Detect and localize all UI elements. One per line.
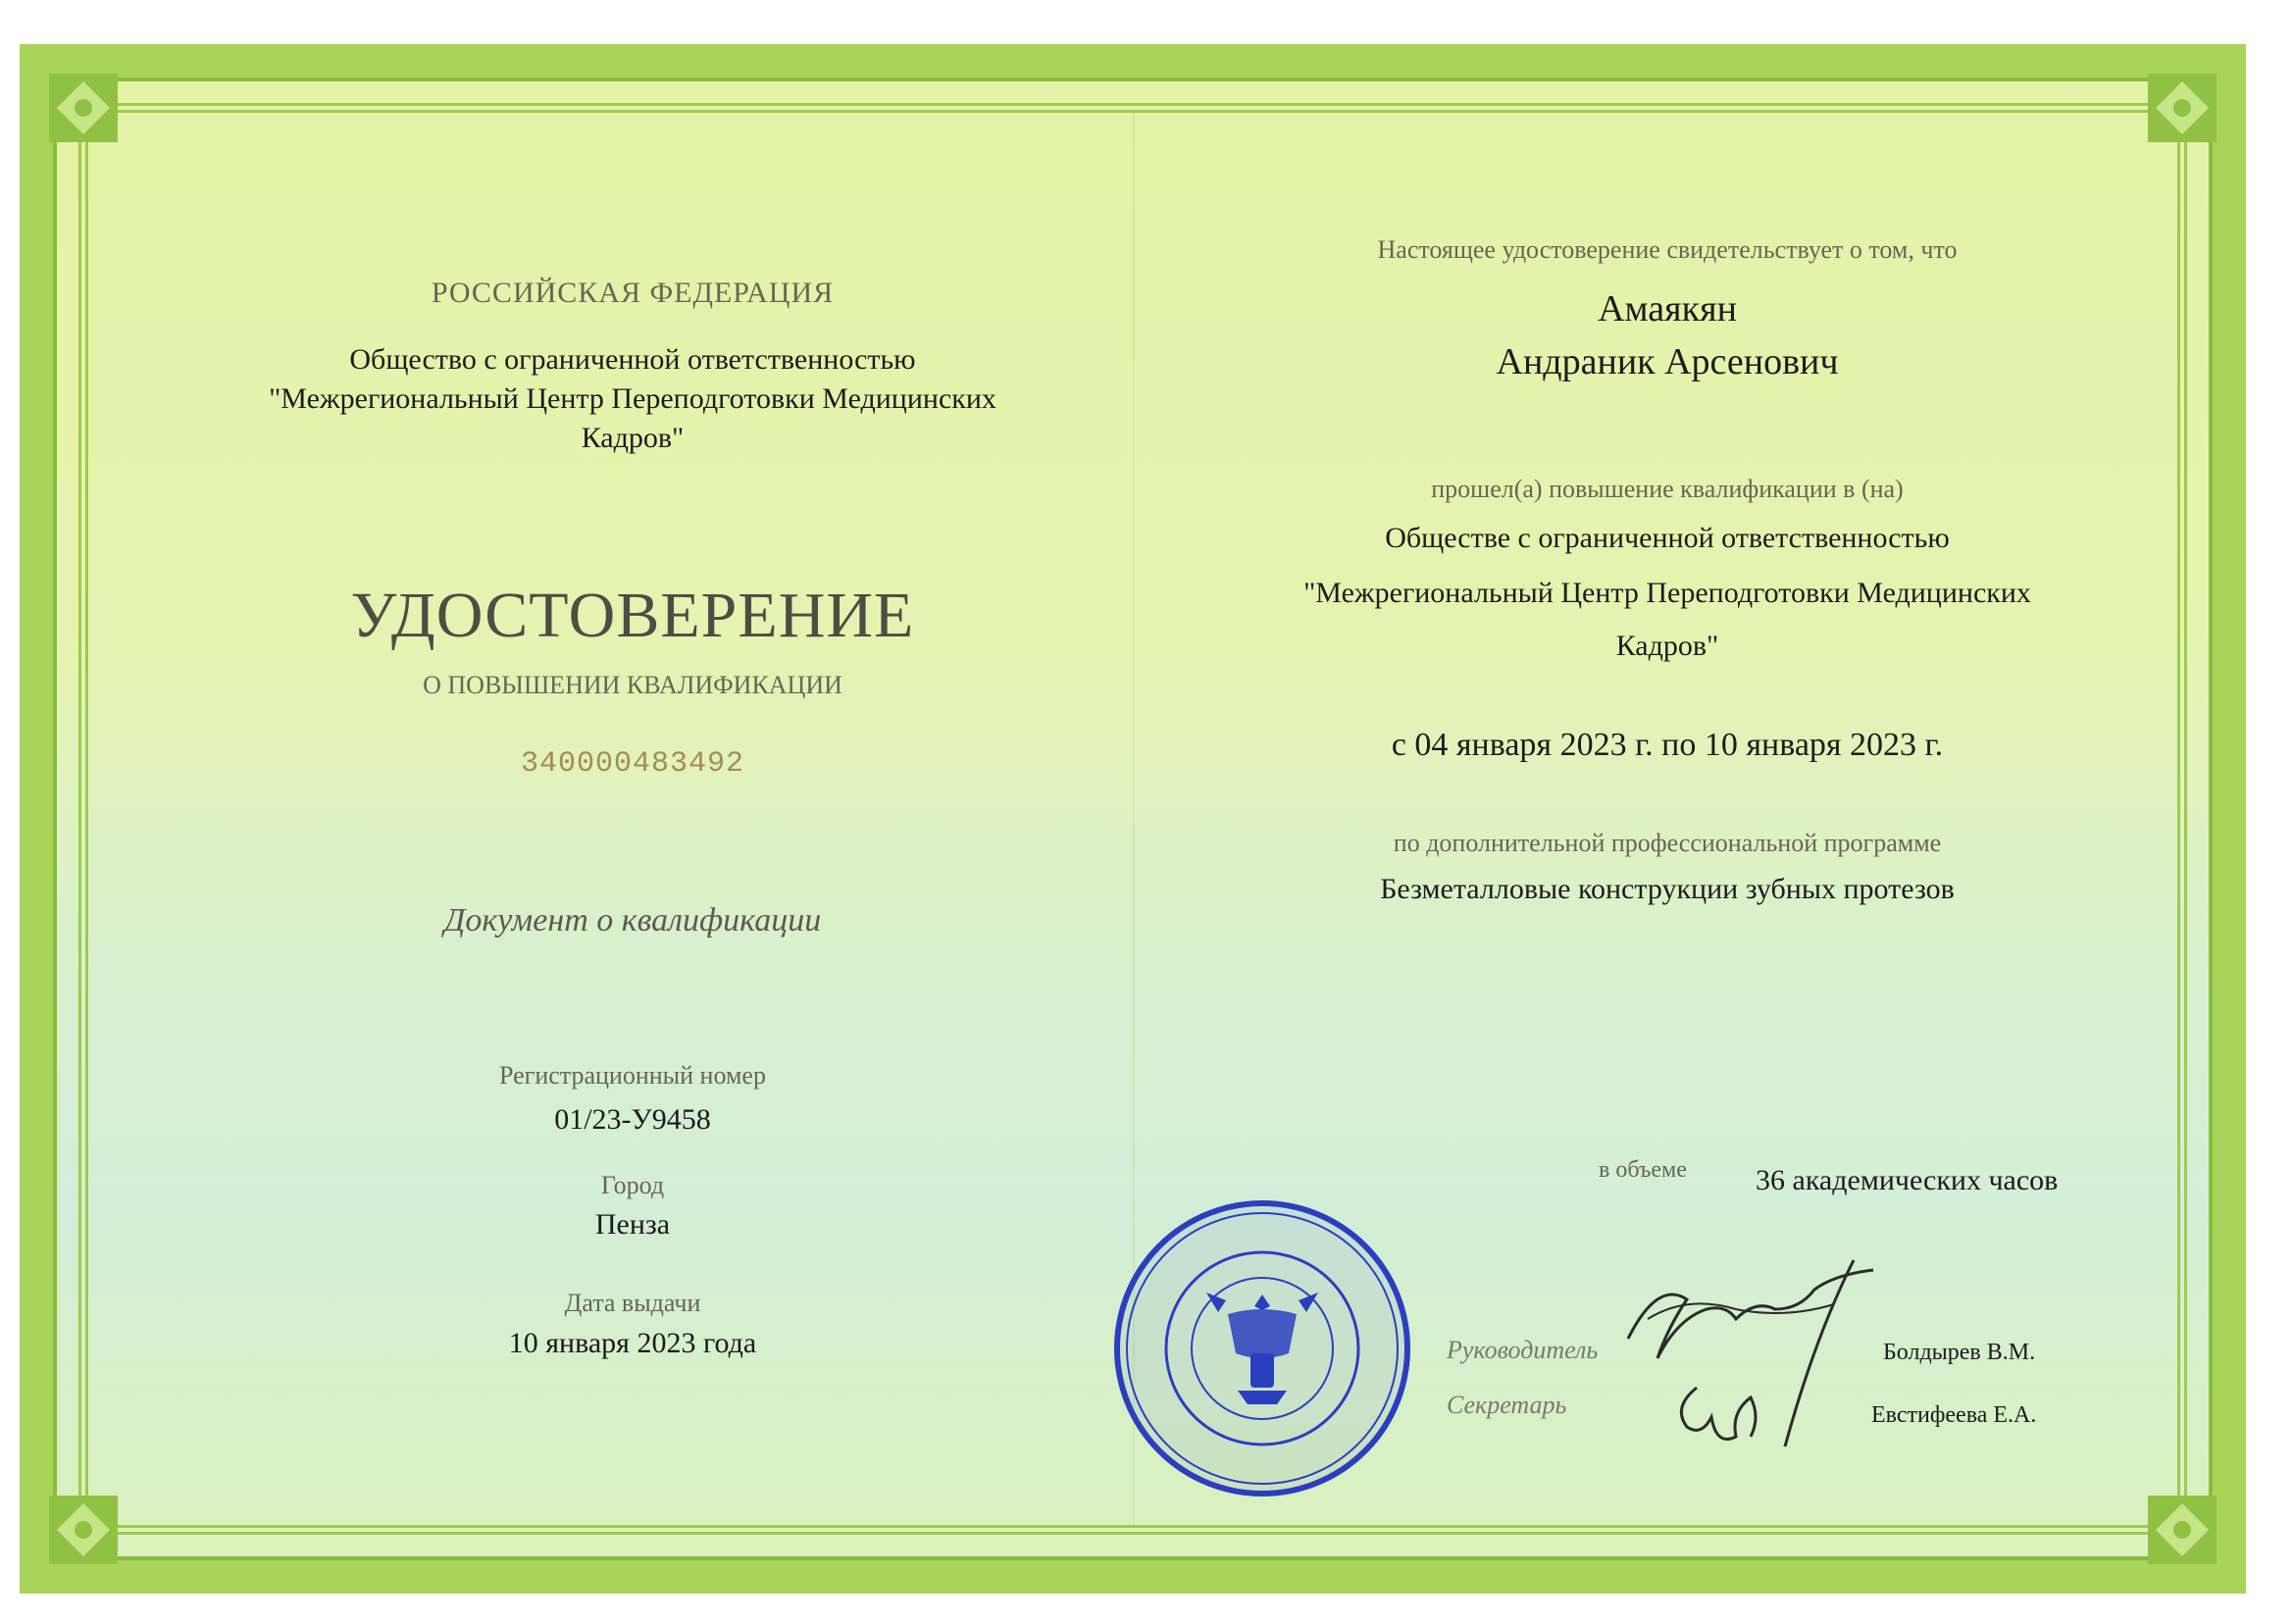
holder-given-names: Андраник Арсенович: [1496, 341, 1839, 382]
passed-text: прошел(а) повышение квалификации в (на): [1431, 475, 1904, 503]
institution-line: Обществе с ограниченной ответственностью: [1385, 522, 1950, 554]
city-label: Город: [600, 1171, 665, 1199]
signatory-name-secretary: Евстифеева Е.А.: [1871, 1402, 2037, 1428]
institution-line: Кадров": [1615, 630, 1719, 662]
official-stamp-icon: [1110, 1196, 1414, 1500]
certify-intro: Настоящее удостоверение свидетельствует о том, что: [1377, 235, 1958, 264]
signatory-name-head: Болдырев В.М.: [1883, 1340, 2036, 1365]
issue-date-value: 10 января 2023 года: [508, 1327, 757, 1359]
serial-number: 340000483492: [520, 747, 745, 781]
issuer-organization: Общество с ограниченной ответственностью "Межрегиональный Центр Переподготовки Медицинских Кадров": [269, 343, 996, 454]
signatory-role-secretary: Секретарь: [1447, 1391, 1567, 1419]
institution-line: "Межрегиональный Центр Переподготовки Медицинских: [1303, 577, 2031, 609]
city-value: Пенза: [594, 1208, 671, 1241]
document-title: УДОСТОВЕРЕНИЕ: [350, 580, 915, 651]
program-value: Безметалловые конструкции зубных протезов: [1380, 873, 1955, 905]
signatory-role-head: Руководитель: [1447, 1336, 1599, 1364]
volume-value: 36 академических часов: [1756, 1164, 2059, 1196]
document-type: Документ о квалификации: [443, 902, 822, 939]
holder-surname: Амаякян: [1598, 288, 1737, 330]
corner-ornament-icon: [39, 1486, 127, 1574]
issue-date-label: Дата выдачи: [564, 1289, 701, 1317]
volume-label: в объеме: [1599, 1157, 1687, 1183]
registration-value: 01/23-У9458: [554, 1103, 711, 1136]
corner-ornament-icon: [39, 64, 127, 152]
corner-ornament-icon: [2138, 64, 2226, 152]
program-label: по дополнительной профессиональной программе: [1393, 829, 1942, 857]
handwritten-signatures-icon: [1608, 1231, 1922, 1476]
corner-ornament-icon: [2138, 1486, 2226, 1574]
registration-label: Регистрационный номер: [499, 1061, 766, 1090]
training-period: с 04 января 2023 г. по 10 января 2023 г.: [1391, 727, 1944, 763]
country-heading: РОССИЙСКАЯ ФЕДЕРАЦИЯ: [431, 277, 835, 309]
document-subtitle: О ПОВЫШЕНИИ КВАЛИФИКАЦИИ: [423, 671, 842, 699]
